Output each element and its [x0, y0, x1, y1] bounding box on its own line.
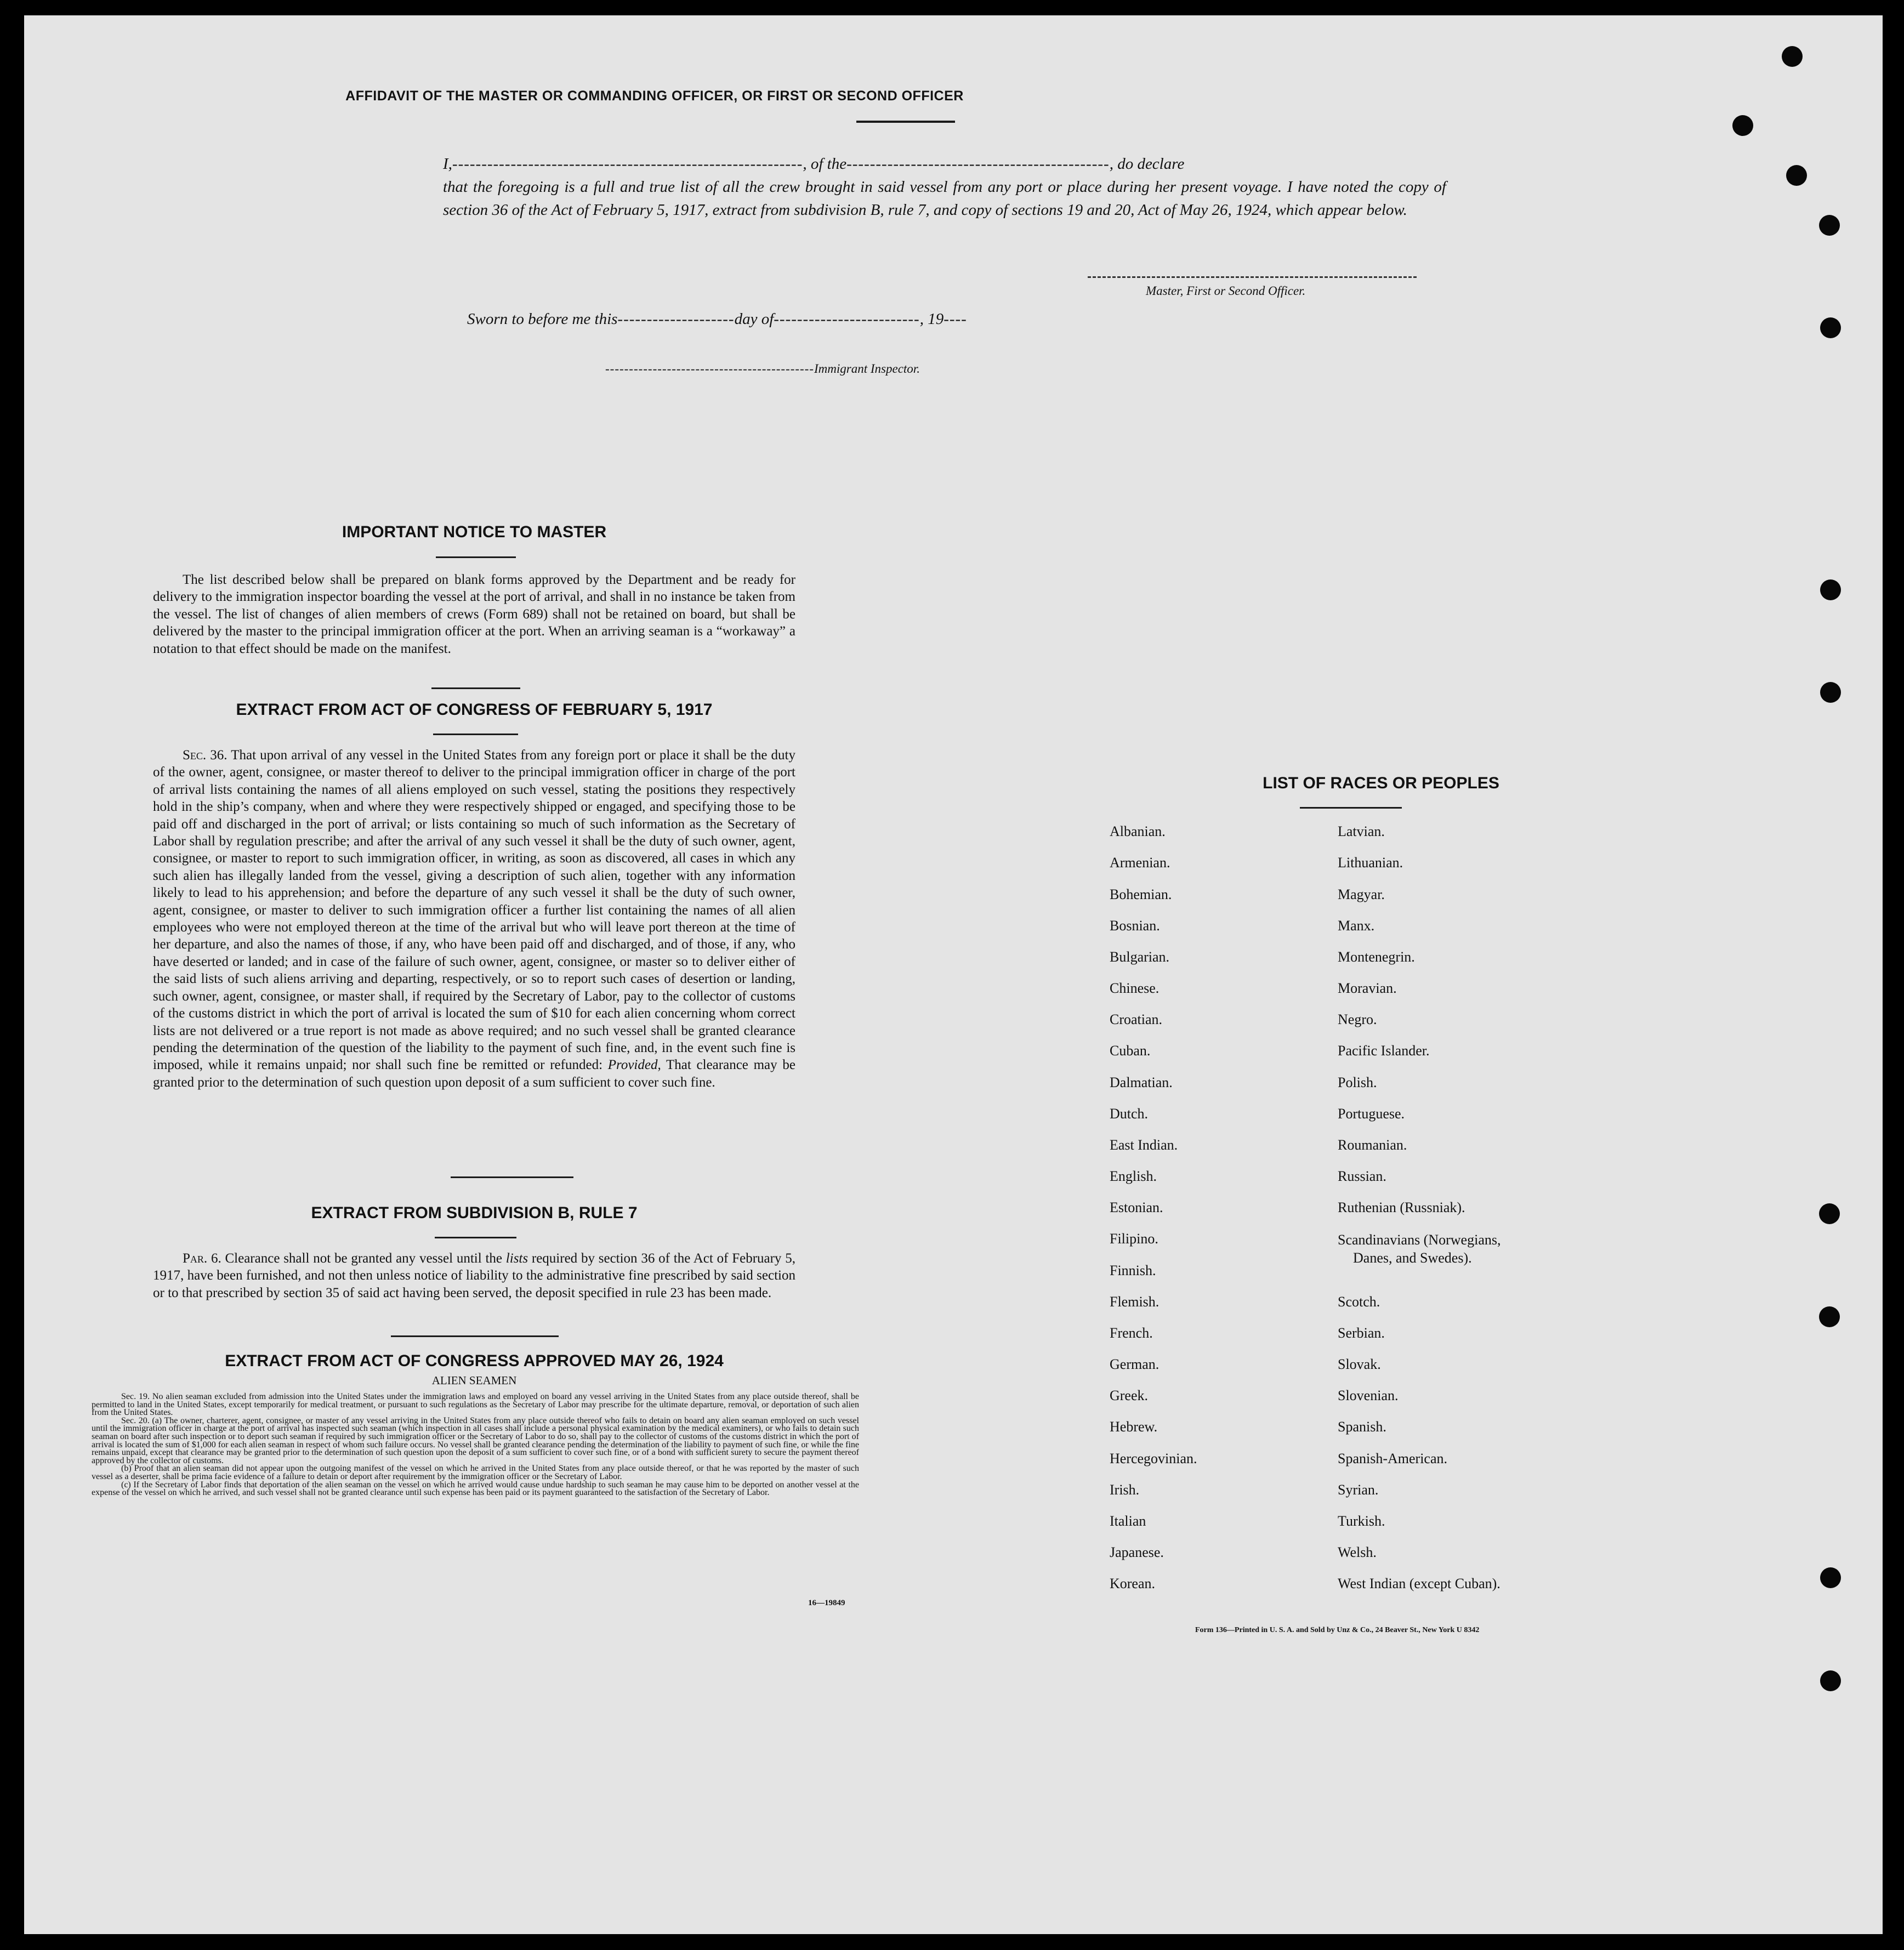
race-item: Portuguese. — [1338, 1106, 1405, 1122]
race-item: Japanese. — [1110, 1544, 1164, 1560]
race-item: Dalmatian. — [1110, 1075, 1173, 1090]
race-item: Korean. — [1110, 1576, 1156, 1591]
divider — [391, 1335, 559, 1337]
notice-heading: IMPORTANT NOTICE TO MASTER — [342, 523, 607, 541]
divider — [856, 121, 955, 123]
race-item: Manx. — [1338, 918, 1375, 934]
race-item: German. — [1110, 1356, 1160, 1372]
race-item: Estonian. — [1110, 1199, 1163, 1215]
race-item: East Indian. — [1110, 1137, 1178, 1153]
sworn-line — [467, 310, 967, 328]
punch-hole — [1819, 1203, 1840, 1224]
divider — [433, 734, 518, 735]
race-item: Lithuanian. — [1338, 855, 1403, 871]
race-item: Spanish-American. — [1338, 1451, 1448, 1466]
race-item — [1338, 1231, 1501, 1267]
section-label: Sec. 36. — [183, 748, 228, 763]
race-item: Roumanian. — [1338, 1137, 1407, 1153]
divider — [431, 687, 520, 689]
race-item: Albanian. — [1110, 823, 1166, 839]
declaration-body: that the foregoing is a full and true list of all the crew brought in said vessel from any port or place during her present voyage. I have noted the copy of section 36 of the Act of February 5, 1917, extract from subdivision B, rule 7, and copy of sections 19 and 20, Act of May 26, 1924, which appear below. — [443, 178, 1446, 219]
punch-hole — [1820, 317, 1841, 338]
punch-hole — [1820, 1670, 1841, 1691]
race-item: French. — [1110, 1325, 1153, 1341]
sec-20c: (c) If the Secretary of Labor finds that deportation of the alien seaman on the vessel on which he arrived would cause undue hardship to such seaman he may cause him to be deported on another vessel at the expense of the vessel on which he arrived, and such vessel shall not be granted clearance until such expense has been paid or its payment guaranteed to the satisfaction of the Secretary of Labor. — [92, 1480, 859, 1498]
declaration-text: , do declare — [1109, 155, 1185, 173]
race-item: Bulgarian. — [1110, 949, 1170, 965]
race-item: Montenegrin. — [1338, 949, 1415, 965]
day-blank: -------------------- — [617, 310, 735, 328]
race-item: Scotch. — [1338, 1294, 1380, 1310]
act-1924-subheading: ALIEN SEAMEN — [431, 1374, 517, 1387]
punch-hole — [1782, 46, 1803, 67]
form-imprint: Form 136—Printed in U. S. A. and Sold by Unz & Co., 24 Beaver St., New York U 8342 — [1195, 1626, 1480, 1634]
rule-text: required by section 36 of the Act of February 5, 1917, have been furnished, and not then unless notice of liability to the administrative fine prescribed by said section or to that prescribed by section 35 of said act having been served, the deposit specified in rule 23 has been made. — [153, 1251, 795, 1300]
affidavit-title: AFFIDAVIT OF THE MASTER OR COMMANDING OFFICER, OR FIRST OR SECOND OFFICER — [345, 88, 964, 104]
sworn-text: Sworn to before me this — [467, 310, 618, 328]
notice-text: The list described below shall be prepared on blank forms approved by the Department and be ready for delivery to the immigration inspector boarding the vessel at the port of arrival, and shall in no instance be taken from the vessel. The list of changes of alien members of crews (Form 689) shall not be retained on board, but shall be delivered by the master to the principal immigration officer at the port. When an arriving seaman is a “workaway” a notation to that effect should be made on the manifest. — [153, 572, 795, 656]
sworn-text: day of — [734, 310, 774, 328]
race-item: Armenian. — [1110, 855, 1170, 871]
act-1924-text — [92, 1393, 859, 1497]
race-item-line: Scandinavians (Norwegians, — [1338, 1232, 1501, 1248]
sec-19: Sec. 19. No alien seaman excluded from admission into the United States under the immigration laws and employed on board any vessel arriving in the United States from any place outside thereof, shall be permitted to land in the United States, except temporarily for medical treatment, or pursuant to such regulations as the Secretary of Labor may prescribe for the ultimate departure, removal, or deportation of such alien from the United States. — [92, 1392, 859, 1418]
form-sheet — [24, 15, 1883, 1934]
name-blank: ------------------------------------------------------------ — [452, 155, 803, 173]
punch-hole — [1819, 1306, 1840, 1327]
race-item: Greek. — [1110, 1388, 1149, 1403]
year-blank: ---- — [944, 310, 967, 328]
print-number: 16—19849 — [808, 1599, 845, 1607]
divider — [435, 1237, 516, 1238]
race-item-line: Danes, and Swedes). — [1353, 1250, 1472, 1266]
race-item: West Indian (except Cuban). — [1338, 1576, 1501, 1591]
inspector-signature — [605, 362, 920, 376]
race-item: Magyar. — [1338, 886, 1385, 902]
race-item: Hebrew. — [1110, 1419, 1158, 1435]
month-blank: ------------------------- — [774, 310, 920, 328]
race-item: Welsh. — [1338, 1544, 1377, 1560]
sec-20a: Sec. 20. (a) The owner, charterer, agent, consignee, or master of any vessel arriving in the United States from any place outside thereof who fails to detain on board any alien seaman employed on such vessel until the immigration officer in charge at the port of arrival has inspected such seaman (which inspection in all cases shall include a personal physical examination by the medical examiners), or who fails to detain such seaman on board after such inspection or to deport such seaman if required by such immigration officer or the Secretary of Labor to do so, shall pay to the collector of customs of the customs district in which the port of arrival is located the sum of $1,000 for each alien seaman in respect of whom such failure occurs. No vessel shall be granted clearance pending the determination of the liability to payment of such fine, or while the fine remains unpaid, except that clearance may be granted prior to the determination of such question upon the deposit of a sum sufficient to cover such fine, or of a bond with sufficient surety to secure the payment thereof approved by the collector of customs. — [92, 1415, 859, 1465]
race-item: Bohemian. — [1110, 886, 1172, 902]
punch-hole — [1732, 115, 1753, 136]
punch-hole — [1820, 579, 1841, 600]
act-1924-heading: EXTRACT FROM ACT OF CONGRESS APPROVED MAY 26, 1924 — [225, 1352, 724, 1370]
rule-text: Clearance shall not be granted any vessel until the — [221, 1251, 506, 1266]
race-item: Slovenian. — [1338, 1388, 1399, 1403]
race-item: Polish. — [1338, 1075, 1377, 1090]
race-item: Serbian. — [1338, 1325, 1385, 1341]
affidavit-declaration — [443, 152, 1446, 221]
sworn-text: , 19 — [919, 310, 944, 328]
inspector-label: Immigrant Inspector. — [814, 362, 920, 376]
section-text: That clearance may be granted prior to the determination of such question upon deposit of a sum sufficient to cover such fine. — [153, 1058, 795, 1090]
officer-signature-label: Master, First or Second Officer. — [1146, 284, 1306, 298]
section-text: That upon arrival of any vessel in the United States from any foreign port or place it shall be the duty of the owner, agent, consignee, or master thereof to deliver to the principal immigration officer in charge of the port of arrival lists containing the names of all aliens employed on such vessel, stating the positions they respectively hold in the ship’s company, when and where they were respectively shipped or engaged, and specifying those to be paid off and discharged in the port of arrival; or lists containing so much of such information as the Secretary of Labor shall by regulation prescribe; and after the arrival of any such vessel it shall be the duty of such owner, agent, consignee, or master to report to such immigration officer, in writing, as soon as discovered, all cases in which any such alien has illegally landed from the vessel, giving a description of such alien, together with any information likely to lead to his apprehension; and before the departure of any such vessel it shall be the duty of such owner, agent, consignee, or master to deliver to such immigration officer a further list containing the names of all alien employees who were not employed thereon at the time of the arrival but who will leave port thereon at the time of her departure, and also the names of those, if any, who have been paid off and discharged, and of those, if any, who have deserted or landed; and in case of the failure of such owner, agent, consignee, or master so to deliver either of the said lists of such aliens arriving and departing, respectively, or so to report such cases of desertion or landing, such owner, agent, consignee, or master shall, if required by the Secretary of Labor, pay to the collector of customs of the customs district in which the port of arrival is located the sum of $10 for each alien concerning whom correct lists are not delivered or a true report is not made as above required; and no such vessel shall be granted clearance pending the determination of the question of the liability to the payment of such fine, and, in the event such fine is imposed, while it remains unpaid; nor shall such fine be remitted or refunded: — [153, 748, 795, 1073]
punch-hole — [1819, 215, 1840, 236]
declaration-line-1 — [443, 152, 1446, 175]
divider — [1300, 807, 1402, 809]
race-item: Spanish. — [1338, 1419, 1386, 1435]
declaration-text: I, — [443, 155, 452, 173]
lists-word: lists — [505, 1251, 528, 1266]
race-item: Flemish. — [1110, 1294, 1160, 1310]
inspector-blank: -------------------------------------------- — [605, 362, 815, 376]
race-item: Turkish. — [1338, 1513, 1385, 1529]
punch-hole — [1786, 165, 1807, 186]
race-item: Syrian. — [1338, 1482, 1379, 1498]
race-item: Bosnian. — [1110, 918, 1160, 934]
divider — [451, 1176, 573, 1178]
race-item: Filipino. — [1110, 1231, 1158, 1247]
punch-hole — [1820, 682, 1841, 703]
races-heading: LIST OF RACES OR PEOPLES — [1263, 774, 1499, 792]
paragraph-label: Par. 6. — [183, 1251, 221, 1266]
race-item: Irish. — [1110, 1482, 1140, 1498]
race-item: Latvian. — [1338, 823, 1385, 839]
officer-signature-line — [1088, 276, 1417, 278]
rule-7-text — [153, 1250, 795, 1301]
act-1917-heading: EXTRACT FROM ACT OF CONGRESS OF FEBRUARY 5, 1917 — [236, 701, 713, 719]
race-item: Chinese. — [1110, 980, 1160, 996]
race-item: Russian. — [1338, 1168, 1386, 1184]
race-item: Moravian. — [1338, 980, 1397, 996]
punch-hole — [1820, 1567, 1841, 1588]
race-item: Slovak. — [1338, 1356, 1381, 1372]
race-item: Dutch. — [1110, 1106, 1149, 1122]
divider — [436, 556, 516, 558]
rule-7-heading: EXTRACT FROM SUBDIVISION B, RULE 7 — [311, 1204, 638, 1222]
race-item: Croatian. — [1110, 1011, 1163, 1027]
act-1917-text — [153, 747, 795, 1091]
provided-word: Provided, — [607, 1058, 661, 1073]
sec-20b: (b) Proof that an alien seaman did not appear upon the outgoing manifest of the vessel on which he arrived in the United States from any place outside thereof, or that he was reported by the master of such vessel as a deserter, shall be prima facie evidence of a failure to detain or deport after requirement by the immigration officer or the Secretary of Labor. — [92, 1464, 859, 1481]
declaration-text: , of the — [803, 155, 847, 173]
race-item: Ruthenian (Russniak). — [1338, 1199, 1465, 1215]
race-item: English. — [1110, 1168, 1157, 1184]
race-item: Italian — [1110, 1513, 1146, 1529]
race-item: Finnish. — [1110, 1263, 1156, 1278]
race-item: Negro. — [1338, 1011, 1377, 1027]
race-item: Hercegovinian. — [1110, 1451, 1197, 1466]
race-item: Pacific Islander. — [1338, 1043, 1430, 1059]
vessel-blank: --------------------------------------------- — [846, 155, 1110, 173]
race-item: Cuban. — [1110, 1043, 1151, 1059]
